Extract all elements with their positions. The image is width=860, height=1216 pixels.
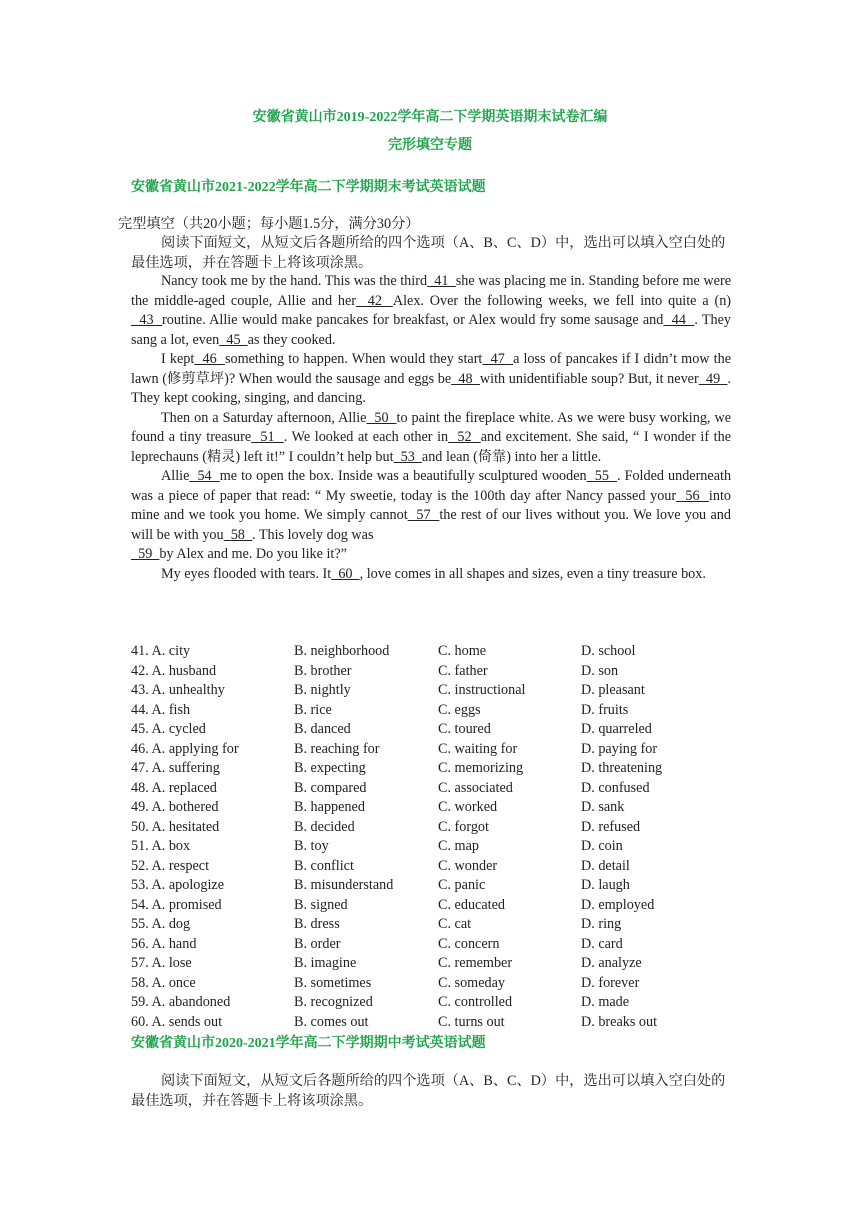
blank-53: 53 xyxy=(393,448,422,465)
blank-51: 51 xyxy=(251,429,284,445)
blank-58: 58 xyxy=(223,526,252,543)
blank-57: 57 xyxy=(407,507,440,523)
option-row: 60. A. sends out B. comes out C. turns out D. breaks out xyxy=(131,1013,658,1030)
option-row: 46. A. applying for B. reaching for C. waiting for D. paying for xyxy=(131,740,658,757)
option-row: 52. A. respect B. conflict C. wonder D. detail xyxy=(131,857,630,874)
passage-paragraph: Allie 54 me to open the box. Inside was a beautifully sculptured wooden 55 . Folded underneath was a piece of paper that read: “ My sweetie, today is the 100th day after Nancy passed your 56 into mine and we took you home. We simply cannot 57 the rest of our lives without you. We love you and will be with you 58 . This lovely dog was xyxy=(131,468,732,543)
blank-42: 42 xyxy=(356,292,393,309)
passage-paragraph: 59 by Alex and me. Do you like it?” xyxy=(131,546,347,562)
option-row: 45. A. cycled B. danced C. toured D. quarreled xyxy=(131,721,652,737)
blank-41: 41 xyxy=(427,273,456,289)
option-row: 42. A. husband B. brother C. father D. son xyxy=(131,662,619,679)
section-heading-2020-2021: 安徽省黄山市2020-2021学年高二下学期期中考试英语试题 xyxy=(131,1036,486,1051)
section-heading-2021-2022: 安徽省黄山市2021-2022学年高二下学期期末考试英语试题 xyxy=(131,180,486,195)
option-row: 59. A. abandoned B. recognized C. controlled D. made xyxy=(131,994,630,1010)
blank-59: 59 xyxy=(131,546,160,562)
question-type-intro: 完型填空（共20小题；每小题1.5分，满分30分） xyxy=(118,216,420,232)
blank-54: 54 xyxy=(189,468,220,484)
option-row: 49. A. bothered B. happened C. worked D. sank xyxy=(131,799,625,815)
blank-43: 43 xyxy=(131,312,162,328)
option-row: 57. A. lose B. imagine C. remember D. analyze xyxy=(131,955,642,971)
option-row: 55. A. dog B. dress C. cat D. ring xyxy=(131,916,622,932)
option-row: 54. A. promised B. signed C. educated D. employed xyxy=(131,896,655,913)
blank-60: 60 xyxy=(331,565,360,582)
blank-45: 45 xyxy=(219,331,248,348)
passage-paragraph: I kept 46 something to happen. When would they start 47 a loss of pancakes if I didn’t mow the lawn (修剪草坪)? When would the sausage and eggs be 48 with unidentifiable soup? But, it never 49 . They kept cooking, singing, and dancing. xyxy=(131,351,731,406)
option-row: 43. A. unhealthy B. nightly C. instructional D. pleasant xyxy=(131,682,645,698)
passage-paragraph: Then on a Saturday afternoon, Allie 50 to paint the fireplace white. As we were busy working, we found a tiny treasure 51 . We looked at each other in 52 and excitement. She said, “ I wonder if the leprechauns (精灵) left it!” I couldn’t help but 53 and lean (倚靠) into her a little. xyxy=(131,409,731,465)
instruction-text-2: 阅读下面短文，从短文后各题所给的四个选项（A、B、C、D）中，选出可以填入空白处的最佳选项，并在答题卡上将该项涂黑。 xyxy=(131,1073,726,1109)
passage-paragraph: Nancy took me by the hand. This was the third 41 she was placing me in. Standing before me were the middle-aged couple, Allie and her 42 Alex. Over the following weeks, we fell into quite a (n) 43 routine. Allie would make pancakes for breakfast, or Alex would fry some sausage and 44 . They sang a lot, even 45 as they cooked. xyxy=(131,273,732,348)
option-row: 44. A. fish B. rice C. eggs D. fruits xyxy=(131,701,629,718)
cloze-passage xyxy=(131,272,731,584)
blank-44: 44 xyxy=(663,312,695,328)
option-row: 56. A. hand B. order C. concern D. card xyxy=(131,935,623,952)
option-row: 50. A. hesitated B. decided C. forgot D. refused xyxy=(131,818,641,835)
blank-48: 48 xyxy=(451,370,480,387)
option-row: 48. A. replaced B. compared C. associated D. confused xyxy=(131,779,650,796)
document-title: 安徽省黄山市2019-2022学年高二下学期英语期末试卷汇编 xyxy=(252,110,608,125)
blank-46: 46 xyxy=(194,351,225,367)
option-row: 51. A. box B. toy C. map D. coin xyxy=(131,838,623,854)
option-row: 58. A. once B. sometimes C. someday D. forever xyxy=(131,974,640,991)
instruction-text: 阅读下面短文，从短文后各题所给的四个选项（A、B、C、D）中，选出可以填入空白处的最佳选项，并在答题卡上将该项涂黑。 xyxy=(131,235,726,271)
blank-55: 55 xyxy=(586,468,617,484)
blank-56: 56 xyxy=(676,487,709,504)
blank-50: 50 xyxy=(366,409,397,426)
option-row: 53. A. apologize B. misunderstand C. panic D. laugh xyxy=(131,877,630,893)
blank-49: 49 xyxy=(698,370,728,387)
blank-52: 52 xyxy=(448,429,481,445)
blank-47: 47 xyxy=(482,351,514,367)
option-row: 41. A. city B. neighborhood C. home D. school xyxy=(131,643,636,659)
document-subtitle: 完形填空专题 xyxy=(388,138,472,153)
option-row: 47. A. suffering B. expecting C. memorizing D. threatening xyxy=(131,760,663,776)
answer-options xyxy=(131,642,731,1032)
passage-paragraph: My eyes flooded with tears. It 60 , love comes in all shapes and sizes, even a tiny treasure box. xyxy=(161,565,706,582)
